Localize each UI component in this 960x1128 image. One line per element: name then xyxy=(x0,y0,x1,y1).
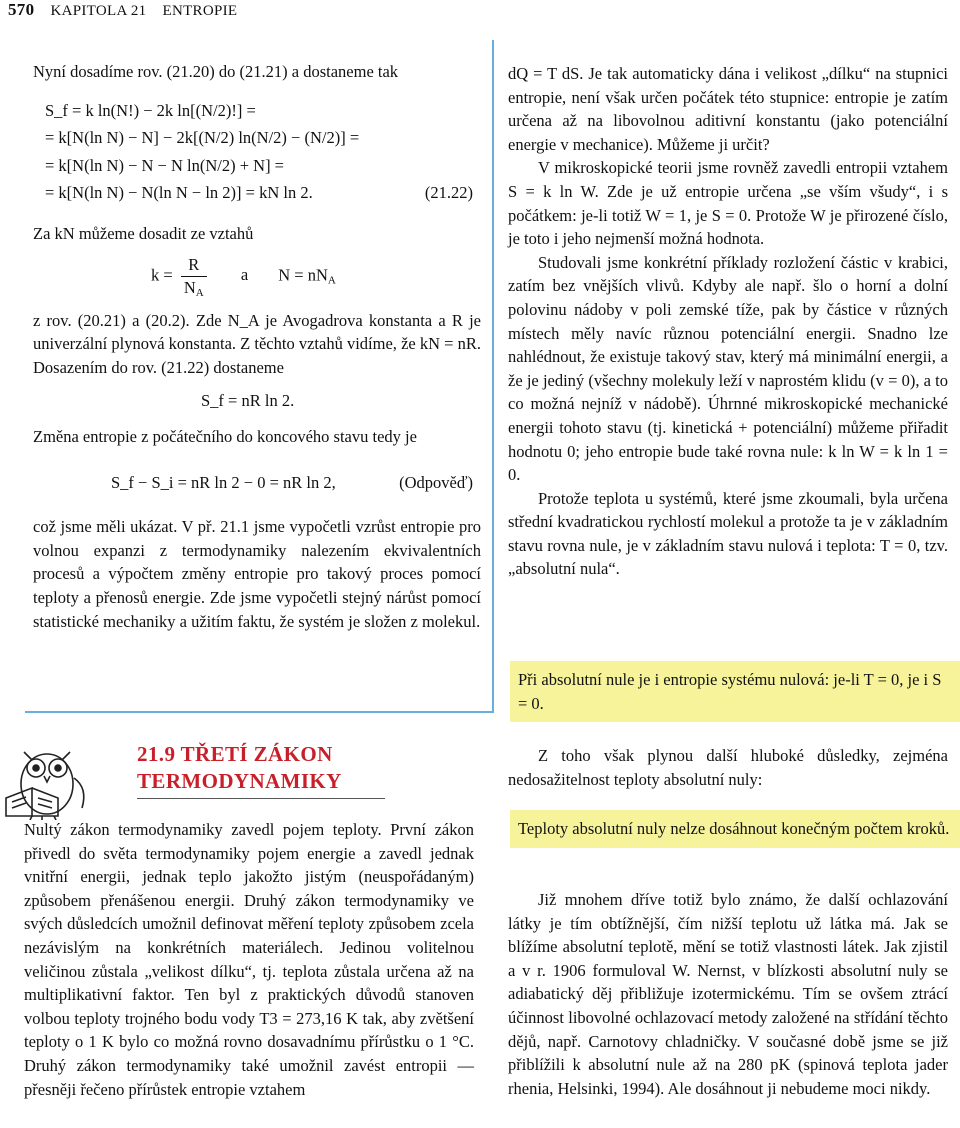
section-title: TŘETÍ ZÁKON TERMODYNAMIKY xyxy=(137,742,342,793)
fraction-numerator: R xyxy=(181,254,207,277)
eq-k-lhs: k = xyxy=(151,264,173,284)
paragraph-microscopic: V mikroskopické teorii jsme rovněž zavedli entropii vztahem S = k ln W. Zde je už entropie určena „se vším všudy“, i s počátkem: je-li totiž W = 1, je S = 0. Protože W je přirozené číslo, je toto i jeho nejmenší možná hodnota. xyxy=(508,158,948,249)
eq-line-1: S_f = k ln(N!) − 2k ln[(N/2)!] = xyxy=(45,100,256,120)
right-column-top xyxy=(508,62,948,581)
right-column-bottom xyxy=(508,744,948,791)
paragraph-zeroth-law: Nultý zákon termodynamiky zavedl pojem teploty. První zákon přivedl do světa termodynamiky pojem energie a zavedl jednak vnitřní energii, jednak teplo jakožto jistým (neuspořádaným) způsobem přenášenou energii. Druhý zákon termodynamiky ve svých důsledcích umožnil definovat měření teploty způsobem zcela nezávislým na konkrétních materiálech. Jedinou volitelnou veličinou zůstala „velikost dílku“, tj. teplota zůstala určena až na multiplikativní faktor. Ten byl z praktických důvodů stanoven volbou teploty trojného bodu vody T3 = 273,16 K tak, aby zvětšení teploty o 1 K bylo co možná rovno dosavadnímu přírůstku o 1 °C. Druhý zákon termodynamiky také umožnil zavést entropii — přesněji řečeno přírůstek entropie vztahem xyxy=(24,820,474,1099)
right-column-nernst xyxy=(508,888,948,1100)
example-solution xyxy=(33,60,481,633)
page-number: 570 xyxy=(8,0,35,19)
eq-N-rhs: N = nN xyxy=(278,264,328,284)
highlight-unattainability: Teploty absolutní nuly nelze dosáhnout konečným počtem kroků. xyxy=(510,810,960,848)
paragraph-consequences: Z toho však plynou další hluboké důsledky, zejména nedosažitelnost teploty absolutní nuly: xyxy=(508,746,948,789)
highlight-absolute-zero-entropy: Při absolutní nule je i entropie systému nulová: je-li T = 0, je i S = 0. xyxy=(510,661,960,722)
chapter-label: KAPITOLA 21 xyxy=(50,3,147,19)
section-number: 21.9 xyxy=(137,742,176,766)
den-symbol: N xyxy=(183,277,196,297)
entropy-change-text: Změna entropie z počátečního do koncového stavu tedy je xyxy=(33,426,417,446)
equation-answer xyxy=(111,471,481,495)
fraction-R-over-NA xyxy=(181,254,207,299)
equation-number: (21.22) xyxy=(424,183,473,203)
constants-text: z rov. (20.21) a (20.2). Zde N_A je Avogadrova konstanta a R je univerzální plynová konstanta. Z těchto vztahů vidíme, že kN = nR. Dosazením do rov. (21.22) dostaneme xyxy=(33,310,481,377)
running-header xyxy=(8,0,237,22)
den-subscript: A xyxy=(195,286,204,299)
fraction-denominator xyxy=(181,277,207,299)
paragraph-particles: Studovali jsme konkrétní příklady rozložení částic v krabici, zatím bez vnějších vlivů. Kdyby ale např. šlo o horní a dolní polovinu nádoby v poli zemské tíže, pak by částice v různých místech měly navíc různou potenciální energii. Snadno lze nahlédnout, že existuje takový stav, který má minimální energii, a že je jediný (všechny molekuly leží v naprostém klidu (v = 0), a to co možná nejníž v nádobě). Úhrnné mikroskopické mechanické energii tohoto stavu (tj. kinetická + potenciální) můžeme přiřadit hodnotu 0; jeho entropie bude také rovna nule: k ln W = k ln 1 = 0. xyxy=(508,252,948,485)
equation-Sf: S_f = nR ln 2. xyxy=(201,391,295,411)
paragraph-nernst: Již mnohem dříve totiž bylo známo, že další ochlazování látky je tím obtížnější, čím nižší teplotu už látka má. Jak se blížíme absolutní teplotě, mění se totiž vlastnosti látek. Jak zjistil a v r. 1906 formuloval W. Nernst, v blízkosti absolutní nuly se adiabatický děj přibližuje izotermickému. Tím se ovšem ztrácí účinnost libovolné ochlazovací metody založené na střídání těchto dějů, např. Carnotovy chladničky. V současné době jsme se již přiblížili k absolutní nule až na 280 pK (spinová teplota jader rhenia, Helsinki, 1994). Ale dosáhnout ji nebudeme moci nikdy. xyxy=(508,890,948,1098)
left-column-bottom xyxy=(24,818,474,1101)
answer-expression: S_f − S_i = nR ln 2 − 0 = nR ln 2, xyxy=(111,472,336,492)
eq-conjunction: a xyxy=(240,264,249,284)
substitution-text: Za kN můžeme dosadit ze vztahů xyxy=(33,223,254,243)
section-heading xyxy=(137,741,387,795)
eq-N-subscript: A xyxy=(327,273,336,286)
equation-k-and-N xyxy=(151,254,481,299)
chapter-title: ENTROPIE xyxy=(162,3,238,19)
eq-line-4: = k[N(ln N) − N(ln N − ln 2)] = kN ln 2. xyxy=(45,183,313,203)
paragraph-temperature: Protože teplota u systémů, které jsme zkoumali, byla určena střední kvadratickou rychlostí molekul a protože ta je v základním stavu rovna nule, je v základním stavu nulová i teplota: T = 0, tzv. „absolutní nula“. xyxy=(508,488,948,579)
eq-line-3: = k[N(ln N) − N − N ln(N/2) + N] = xyxy=(45,155,284,175)
solution-intro: Nyní dosadíme rov. (21.20) do (21.21) a dostaneme tak xyxy=(33,62,399,81)
equation-21-22 xyxy=(45,99,481,205)
owl-icon xyxy=(2,738,92,820)
conclusion-text: což jsme měli ukázat. V př. 21.1 jsme vypočetli vzrůst entropie pro volnou expanzi z termodynamiky nalezením ekvivalentních procesů a výpočtem změny entropie pro takový proces pomocí teploty a přenosů energie. Zde jsme vypočetli stejný nárůst pomocí statistické mechaniky a užitím faktu, že systém je složen z molekul. xyxy=(33,517,481,631)
eq-line-2: = k[N(ln N) − N] − 2k[(N/2) ln(N/2) − (N/2)] = xyxy=(45,128,360,148)
section-rule xyxy=(137,798,385,799)
answer-tag: (Odpověď) xyxy=(399,472,473,492)
paragraph-dQ: dQ = T dS. Je tak automaticky dána i velikost „dílku“ na stupnici entropie, není však určen počátek této stupnice: entropie je zatím určena až na libovolnou aditivní konstantu (jako potenciální energie v mechanice). Můžeme ji určit? xyxy=(508,64,948,154)
